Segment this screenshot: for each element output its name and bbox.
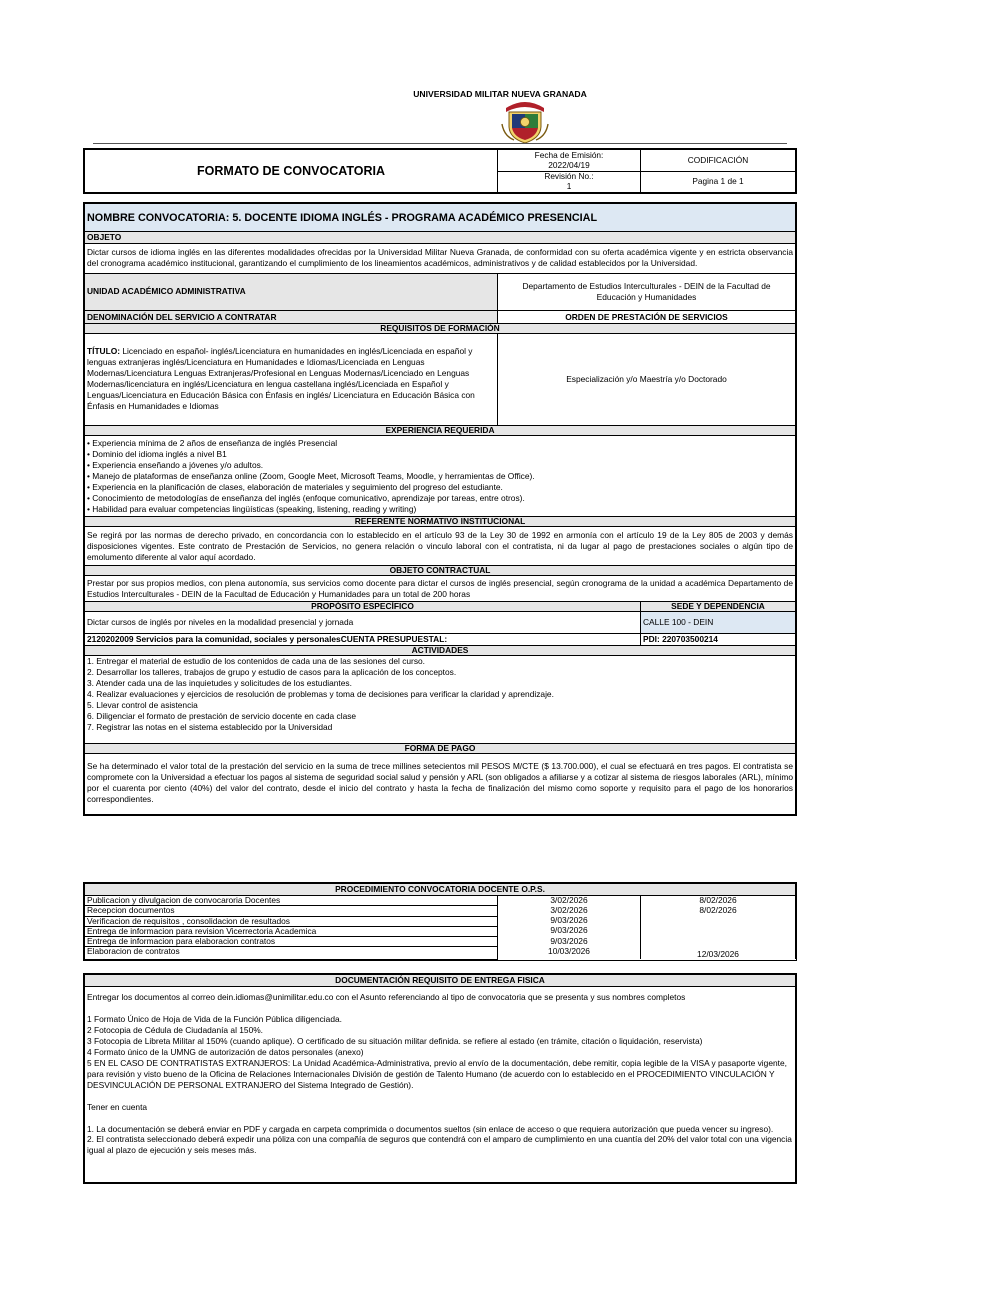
titulo-label: TÍTULO: [87, 345, 121, 356]
proc-step-label: Entrega de informacion para revision Vicerrectoria Academica [85, 926, 498, 936]
proc-step-label: Verificacion de requisitos , consolidacion de resultados [85, 916, 498, 926]
actividad-item: 4. Realizar evaluaciones y ejercicios de resolución de problemas y toma de decisiones para verificar la claridad y aprendizaje. [87, 688, 554, 699]
tener-en-cuenta: Tener en cuenta [87, 1101, 148, 1112]
documento-item: 5 EN EL CASO DE CONTRATISTAS EXTRANJEROS: La Unidad Académica-Administrativa, previo al envío de la documentación, debe remitir, copia legible de la VISA y pasaporte vigente, para revisión y visto bueno de la Oficina de Relaciones Internacionales División de gestión de Talento Humano (de acuerdo con lo establecido en el PROCEDIMIENTO VINCULACIÓN Y DESVINCULACIÓN DE PERSONAL EXTRANJERO del Sistema Integrado de Gestión). [87, 1057, 787, 1090]
documentacion-intro: Entregar los documentos al correo dein.idiomas@unimilitar.edu.co con el Asunto referenciando al tipo de convocatoria que se presenta y sus nombres completos [87, 992, 686, 1003]
proc-end-date: 12/03/2026 [641, 947, 796, 959]
actividad-item: 5. Llevar control de asistencia [87, 699, 198, 710]
unidad-label: UNIDAD ACADÉMICO ADMINISTRATIVA [85, 273, 498, 310]
proc-start-date: 9/03/2026 [498, 916, 641, 926]
proc-start-date: 10/03/2026 [498, 947, 641, 959]
table-row [85, 937, 796, 947]
forma-pago-label: FORMA DE PAGO [85, 743, 796, 753]
documentacion-body [85, 987, 796, 1183]
table-row [85, 947, 796, 959]
denominacion-value: ORDEN DE PRESTACIÓN DE SERVICIOS [498, 310, 796, 323]
revision-label: Revisión No.: [544, 171, 594, 182]
proc-end-date [641, 926, 796, 936]
unidad-value: Departamento de Estudios Interculturales - DEIN de la Facultad de Educación y Humanidades [498, 273, 796, 310]
actividad-item: 3. Atender cada una de las inquietudes y solicitudes de los estudiantes. [87, 677, 352, 688]
documento-item: 3 Fotocopia de Libreta Militar al 150% (cuando aplique). O certificado de su situación militar definida. se refiere al estado (en trámite, citación o liquidación, reservista) [87, 1036, 703, 1046]
requisitos-label: REQUISITOS DE FORMACIÓN [85, 323, 796, 333]
fecha-emision-value: 2022/04/19 [548, 159, 590, 170]
proc-start-date: 3/02/2026 [498, 896, 641, 906]
revision-value: 1 [566, 181, 572, 191]
experiencia-item: • Habilidad para evaluar competencias lingüísticas (speaking, listening, reading y writing) [87, 503, 417, 514]
objeto-text: Dictar cursos de idioma inglés en las diferentes modalidades ofrecidas por la Universidad Militar Nueva Granada, de conformidad con su oferta académica vigente y en estricta observancia del cronograma académico institucional, garantizando el cumplimiento de los lineamientos académicos, administrativos y de calidad establecidos por la Universidad. [85, 243, 796, 273]
documentacion-title: DOCUMENTACIÓN REQUISITO DE ENTREGA FISICA [85, 975, 796, 987]
convocatoria-details [83, 202, 797, 816]
procedimiento-table [83, 882, 797, 961]
forma-pago-text: Se ha determinado el valor total de la prestación del servicio en la suma de trece millines setecientos mil PESOS M/CTE ($ 13.700.000), el cual se efectuará en tres pagos. El contratista se compromete con la Universidad a efectuar los pagos al sistema de seguridad social salud y pensión y ARL (son obligados a afiliarse y a cotizar al sistema de riesgos laborales (ARL), mínimo por el cuarenta por ciento (40%) del valor del contrato, desde el inicio del contrato y hasta la fecha de finalización del mismo como soporte y requisito para el pago de los honorarios correspondientes. [85, 753, 796, 815]
actividades-label: ACTIVIDADES [85, 645, 796, 655]
proc-start-date: 9/03/2026 [498, 926, 641, 936]
proc-step-label: Recepcion documentos [85, 906, 498, 916]
proc-start-date: 3/02/2026 [498, 906, 641, 916]
denominacion-label: DENOMINACIÓN DEL SERVICIO A CONTRATAR [85, 310, 498, 323]
actividad-item: 7. Registrar las notas en el sistema establecido por la Universidad [87, 721, 333, 732]
objeto-contractual-text: Prestar por sus propios medios, con plena autonomía, sus servicios como docente para dictar el cursos de inglés presencial, según cronograma de la unidad a académica Departamento de Estudios Interculturales - DEIN de la Facultad de Educación y Humanidades para un total de 200 horas [85, 575, 796, 601]
documentacion-section [83, 973, 797, 1184]
referente-label: REFERENTE NORMATIVO INSTITUCIONAL [85, 516, 796, 526]
table-row [85, 926, 796, 936]
fecha-emision-label: Fecha de Emisión: [534, 149, 604, 160]
nota-item: 1. La documentación se deberá enviar en PDF y cargada en carpeta comprimida o documentos sueltos (sin enlace de acceso o que requiera autorización que pueda vencer su ingreso). [87, 1123, 774, 1134]
university-crest-icon [500, 98, 550, 144]
documento-item: 2 Fotocopia de Cédula de Ciudadanía al 150%. [87, 1025, 264, 1036]
fecha-emision-cell [498, 150, 641, 172]
cuenta-presupuestal: 2120202009 Servicios para la comunidad, sociales y personalesCUENTA PRESUPUESTAL: [85, 633, 641, 645]
table-row [85, 896, 796, 906]
titulo-cell [85, 333, 498, 425]
experiencia-list [85, 436, 796, 516]
proc-step-label: Entrega de informacion para elaboracion contratos [85, 937, 498, 947]
sede-label: SEDE Y DEPENDENCIA [641, 601, 796, 611]
proposito-text: Dictar cursos de inglés por niveles en la modalidad presencial y jornada [85, 611, 641, 633]
proc-start-date: 9/03/2026 [498, 937, 641, 947]
actividad-item: 1. Entregar el material de estudio de los contenidos de cada una de las sesiones del curso. [87, 656, 426, 667]
proc-end-date: 8/02/2026 [641, 906, 796, 916]
documento-item: 4 Formato único de la UMNG de autorización de datos personales (anexo) [87, 1046, 364, 1057]
university-name: UNIVERSIDAD MILITAR NUEVA GRANADA [413, 89, 587, 99]
pdi-code: PDI: 220703500214 [641, 633, 796, 645]
experiencia-item: • Experiencia enseñando a jóvenes y/o adultos. [87, 460, 264, 471]
procedimiento-title: PROCEDIMIENTO CONVOCATORIA DOCENTE O.P.S. [85, 884, 796, 896]
sede-value: CALLE 100 - DEIN [641, 611, 796, 633]
actividad-item: 6. Diligenciar el formato de prestación de servicio docente en cada clase [87, 710, 357, 721]
proc-end-date [641, 916, 796, 926]
actividades-list [85, 656, 796, 743]
experiencia-item: • Conocimiento de metodologías de enseñanza del inglés (enfoque comunicativo, aprendizaje por tareas, entre otros). [87, 492, 525, 503]
objeto-contractual-label: OBJETO CONTRACTUAL [85, 565, 796, 575]
proc-step-label: Publicacion y divulgacion de convocaroria Docentes [85, 896, 498, 906]
experiencia-item: • Experiencia en la planificación de clases, elaboración de materiales y seguimiento del progreso del estudiante. [87, 481, 503, 492]
proc-end-date [641, 937, 796, 947]
table-row [85, 916, 796, 926]
experiencia-item: • Manejo de plataformas de enseñanza online (Zoom, Google Meet, Microsoft Teams, Moodle, y herramientas de Office). [87, 470, 535, 481]
proc-end-date: 8/02/2026 [641, 896, 796, 906]
nota-item: 2. El contratista seleccionado deberá expedir una póliza con una compañía de seguros que contendrá con el amparo de cumplimiento en una cuantía del 20% del valor total con una vigencia igual al plazo de ejecución y seis meses más. [87, 1134, 792, 1156]
objeto-label: OBJETO [85, 232, 796, 244]
proc-step-label: Elaboracion de contratos [85, 947, 498, 959]
document-header [83, 148, 797, 194]
convocatoria-name: NOMBRE CONVOCATORIA: 5. DOCENTE IDIOMA INGLÉS - PROGRAMA ACADÉMICO PRESENCIAL [85, 204, 796, 232]
codificacion: CODIFICACIÓN [641, 150, 796, 172]
experiencia-label: EXPERIENCIA REQUERIDA [85, 425, 796, 435]
header-divider [93, 143, 787, 144]
referente-text: Se regirá por las normas de derecho privado, en concordancia con lo establecido en el artículo 93 de la Ley 30 de 1992 en armonía con el artículo 19 de la Ley 805 de 2003 y demás disposiciones vigentes. Este contrato de Prestación de Servicios, no genera relación o vinculo laboral con el contratista, ni da lugar al pago de prestaciones sociales o algún tipo de emolumento diferente al valor aquí acordado. [85, 526, 796, 565]
page-count: Pagina 1 de 1 [641, 172, 796, 193]
experiencia-item: • Dominio del idioma inglés a nivel B1 [87, 449, 227, 460]
actividad-item: 2. Desarrollar los talleres, trabajos de grupo y estudio de casos para la aplicación de los conceptos. [87, 667, 457, 678]
proposito-label: PROPÓSITO ESPECÍFICO [85, 601, 641, 611]
titulo-text: Licenciado en español- inglés/Licenciatura en humanidades en inglés/Licenciada en español y lenguas extranjeras inglés/Licenciatura en Humanidades e Idiomas/Licenciada en Lenguas Modernas/Licenciatura Lenguas Extranjeras/Profesional en Lenguas Modernas/Licenciado en Lenguas Modernas/licenciatura en inglés/Licenciatura en lengua castellana inglés/Licenciada en Español y Lenguas/Licenciatura en Educación Básica con Énfasis en inglés/ Licenciatura en Educación Básica con Énfasis en Humanidades e Idiomas [87, 345, 475, 411]
document-title: FORMATO DE CONVOCATORIA [85, 150, 498, 193]
experiencia-item: • Experiencia mínima de 2 años de enseñanza de inglés Presencial [87, 438, 338, 449]
revision-cell [498, 172, 641, 193]
documento-item: 1 Formato Único de Hoja de Vida de la Función Pública diligenciada. [87, 1014, 342, 1025]
table-row [85, 906, 796, 916]
posgrado-requirement: Especialización y/o Maestría y/o Doctorado [498, 333, 796, 425]
